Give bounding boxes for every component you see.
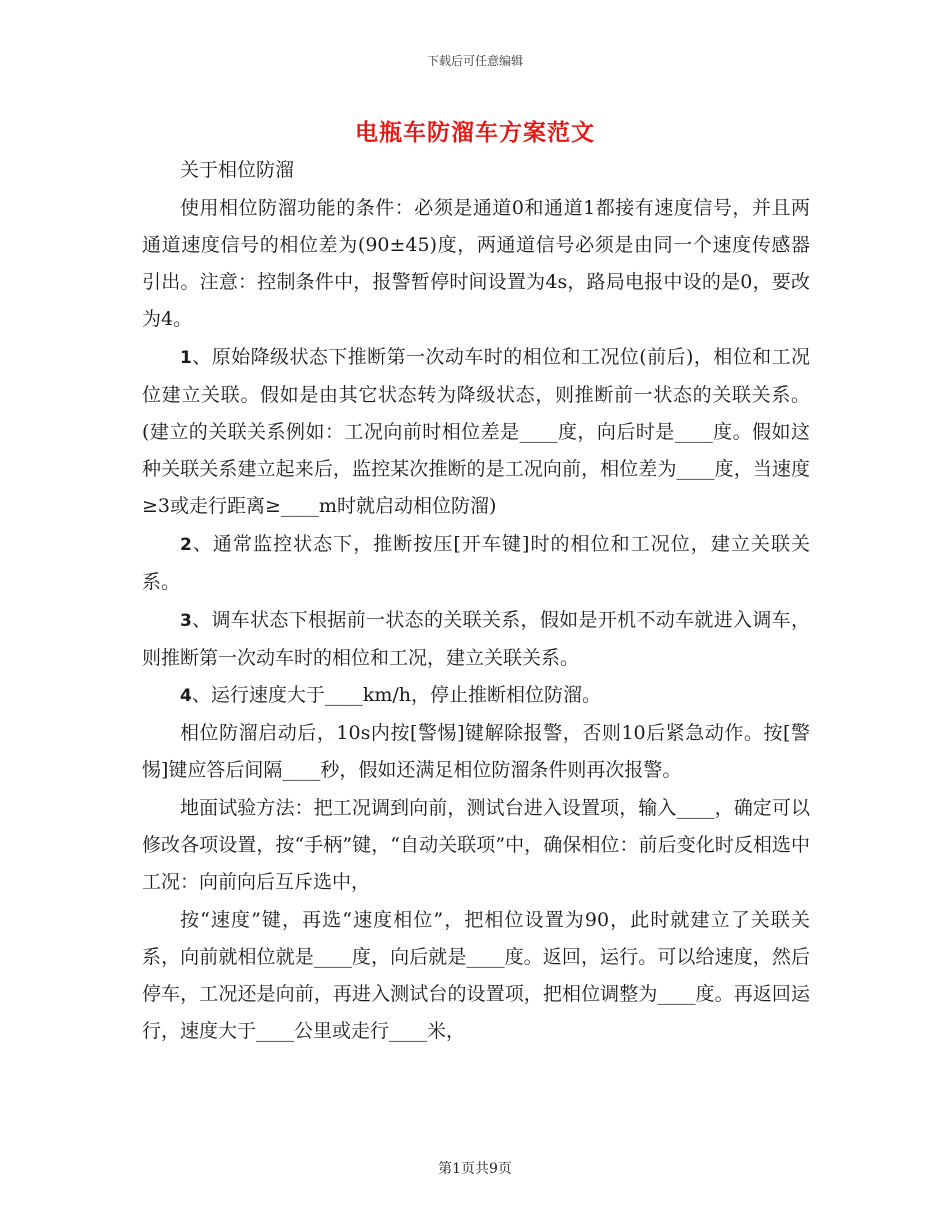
paragraph-text: 地面试验方法：把工况调到向前，测试台进入设置项，输入____，确定可以修改各项设置，按“手柄”键，“自动关联项”中，确保相位：前后变化时反相选中工况：向前向后互斥选中， xyxy=(142,797,810,893)
page-footer: 第1页共9页 xyxy=(438,1161,512,1177)
paragraph xyxy=(142,339,810,525)
paragraph-text: 、通常监控状态下，推断按压[开车键]时的相位和工况位，建立关联关系。 xyxy=(142,533,810,593)
paragraph xyxy=(142,152,810,189)
paragraph-text: 使用相位防溜功能的条件：必须是通道0和通道1都接有速度信号，并且两通道速度信号的相位差为(90±45)度，两通道信号必须是由同一个速度传感器引出。注意：控制条件中，报警暂停时间设置为4s，路局电报中设的是0，要改为4。 xyxy=(142,197,810,330)
paragraph-number: 1 xyxy=(180,348,192,368)
paragraph-text: 关于相位防溜 xyxy=(180,159,295,181)
paragraph-text: 、运行速度大于____km/h，停止推断相位防溜。 xyxy=(191,684,602,706)
paragraph xyxy=(142,526,810,601)
paragraph xyxy=(142,902,810,1050)
document-title: 电瓶车防溜车方案范文 xyxy=(355,119,595,146)
paragraph xyxy=(142,677,810,715)
paragraph-text: 、调车状态下根据前一状态的关联关系，假如是开机不动车就进入调车，则推断第一次动车时的相位和工况，建立关联关系。 xyxy=(142,609,810,669)
paragraph-number: 4 xyxy=(180,686,192,706)
paragraph-text: 、原始降级状态下推断第一次动车时的相位和工况位(前后)，相位和工况位建立关联。假如是由其它状态转为降级状态，则推断前一状态的关联关系。(建立的关联关系例如：工况向前时相位差是____度，向后时是____度。假如这种关联关系建立起来后，监控某次推断的是工况向前，相位差为____度，当速度≥3或走行距离≥____m时就启动相位防溜) xyxy=(142,346,810,517)
paragraph xyxy=(142,790,810,901)
paragraph-number: 3 xyxy=(180,611,192,631)
paragraph-text: 按“速度”键，再选“速度相位”，把相位设置为90，此时就建立了关联关系，向前就相位就是____度，向后就是____度。返回，运行。可以给速度，然后停车，工况还是向前，再进入测试台的设置项，把相位调整为____度。再返回运行，速度大于____公里或走行____米， xyxy=(142,909,810,1042)
paragraph xyxy=(142,190,810,338)
paragraph xyxy=(142,602,810,677)
paragraph-number: 2 xyxy=(180,535,192,555)
paragraph-text: 相位防溜启动后，10s内按[警惕]键解除报警，否则10后紧急动作。按[警惕]键应答后间隔____秒，假如还满足相位防溜条件则再次报警。 xyxy=(142,722,810,781)
paragraph xyxy=(142,715,810,789)
header-note: 下载后可任意编辑 xyxy=(426,54,523,68)
document-body xyxy=(142,152,810,1051)
